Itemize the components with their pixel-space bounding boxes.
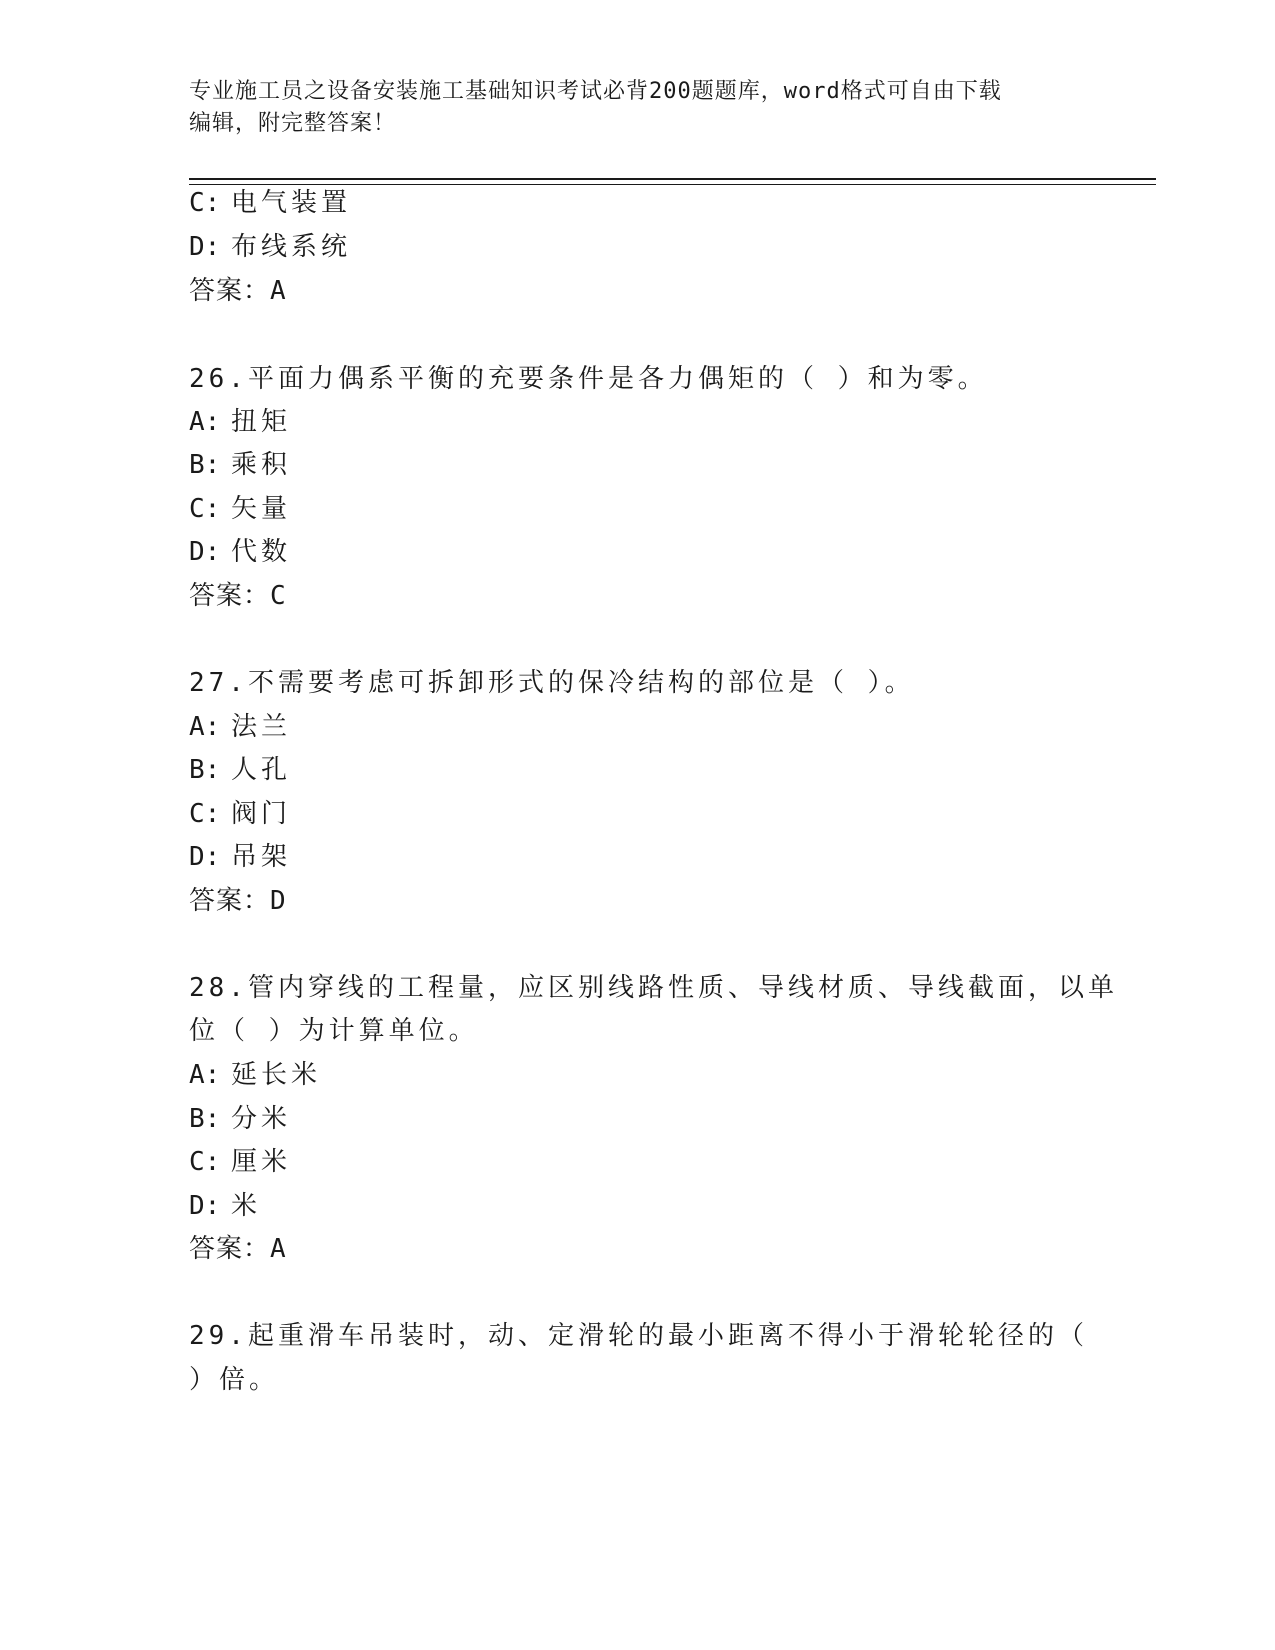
option-a	[189, 1058, 321, 1092]
option-b	[189, 448, 291, 482]
option-key: C:	[189, 494, 221, 524]
option-text: 矢量	[231, 494, 292, 524]
option-c	[189, 1145, 291, 1179]
option-key: A:	[189, 407, 221, 437]
option-text: 人孔	[231, 755, 292, 785]
option-text: 阀门	[231, 799, 292, 829]
option-key: B:	[189, 1104, 221, 1134]
option-c	[189, 186, 351, 220]
option-a	[189, 405, 291, 439]
option-b	[189, 753, 291, 787]
option-key: B:	[189, 755, 221, 785]
option-key: D:	[189, 1191, 221, 1221]
option-c	[189, 492, 291, 526]
answer-line: 答案：C	[189, 581, 287, 611]
header-divider-thick	[189, 178, 1156, 180]
option-key: C:	[189, 188, 221, 218]
option-text: 乘积	[231, 450, 292, 480]
option-key: C:	[189, 1147, 221, 1177]
option-text: 布线系统	[231, 232, 352, 262]
question-stem-continued: 位（ ）为计算单位。	[189, 1016, 479, 1046]
option-text: 分米	[231, 1104, 292, 1134]
question-stem: 26.平面力偶系平衡的充要条件是各力偶矩的（ ）和为零。	[189, 364, 988, 394]
option-text: 米	[231, 1191, 262, 1221]
header-divider-thin	[189, 184, 1156, 185]
question-stem-continued: ）倍。	[189, 1365, 280, 1395]
option-key: B:	[189, 450, 221, 480]
option-key: A:	[189, 712, 221, 742]
document-header	[189, 76, 1089, 140]
option-key: D:	[189, 842, 221, 872]
header-title-line-2: 编辑，附完整答案！	[189, 111, 397, 136]
header-title-line-1: 专业施工员之设备安装施工基础知识考试必背200题题库，word格式可自由下载	[189, 79, 1002, 104]
answer-line: 答案：D	[189, 886, 287, 916]
option-text: 代数	[231, 537, 292, 567]
option-d	[189, 535, 291, 569]
question-stem: 27.不需要考虑可拆卸形式的保冷结构的部位是（ ）。	[189, 668, 915, 698]
option-d	[189, 230, 351, 264]
option-c	[189, 797, 291, 831]
option-text: 延长米	[231, 1060, 322, 1090]
question-stem: 28.管内穿线的工程量，应区别线路性质、导线材质、导线截面，以单	[189, 973, 1118, 1003]
option-text: 吊架	[231, 842, 292, 872]
question-stem: 29.起重滑车吊装时，动、定滑轮的最小距离不得小于滑轮轮径的（	[189, 1321, 1088, 1351]
option-text: 法兰	[231, 712, 292, 742]
option-d	[189, 840, 291, 874]
option-key: A:	[189, 1060, 221, 1090]
option-text: 电气装置	[231, 188, 352, 218]
answer-line: 答案：A	[189, 1234, 287, 1264]
option-key: D:	[189, 537, 221, 567]
option-key: C:	[189, 799, 221, 829]
option-d	[189, 1189, 261, 1223]
option-text: 扭矩	[231, 407, 292, 437]
option-b	[189, 1102, 291, 1136]
option-text: 厘米	[231, 1147, 292, 1177]
option-key: D:	[189, 232, 221, 262]
option-a	[189, 710, 291, 744]
answer-line: 答案：A	[189, 276, 287, 306]
